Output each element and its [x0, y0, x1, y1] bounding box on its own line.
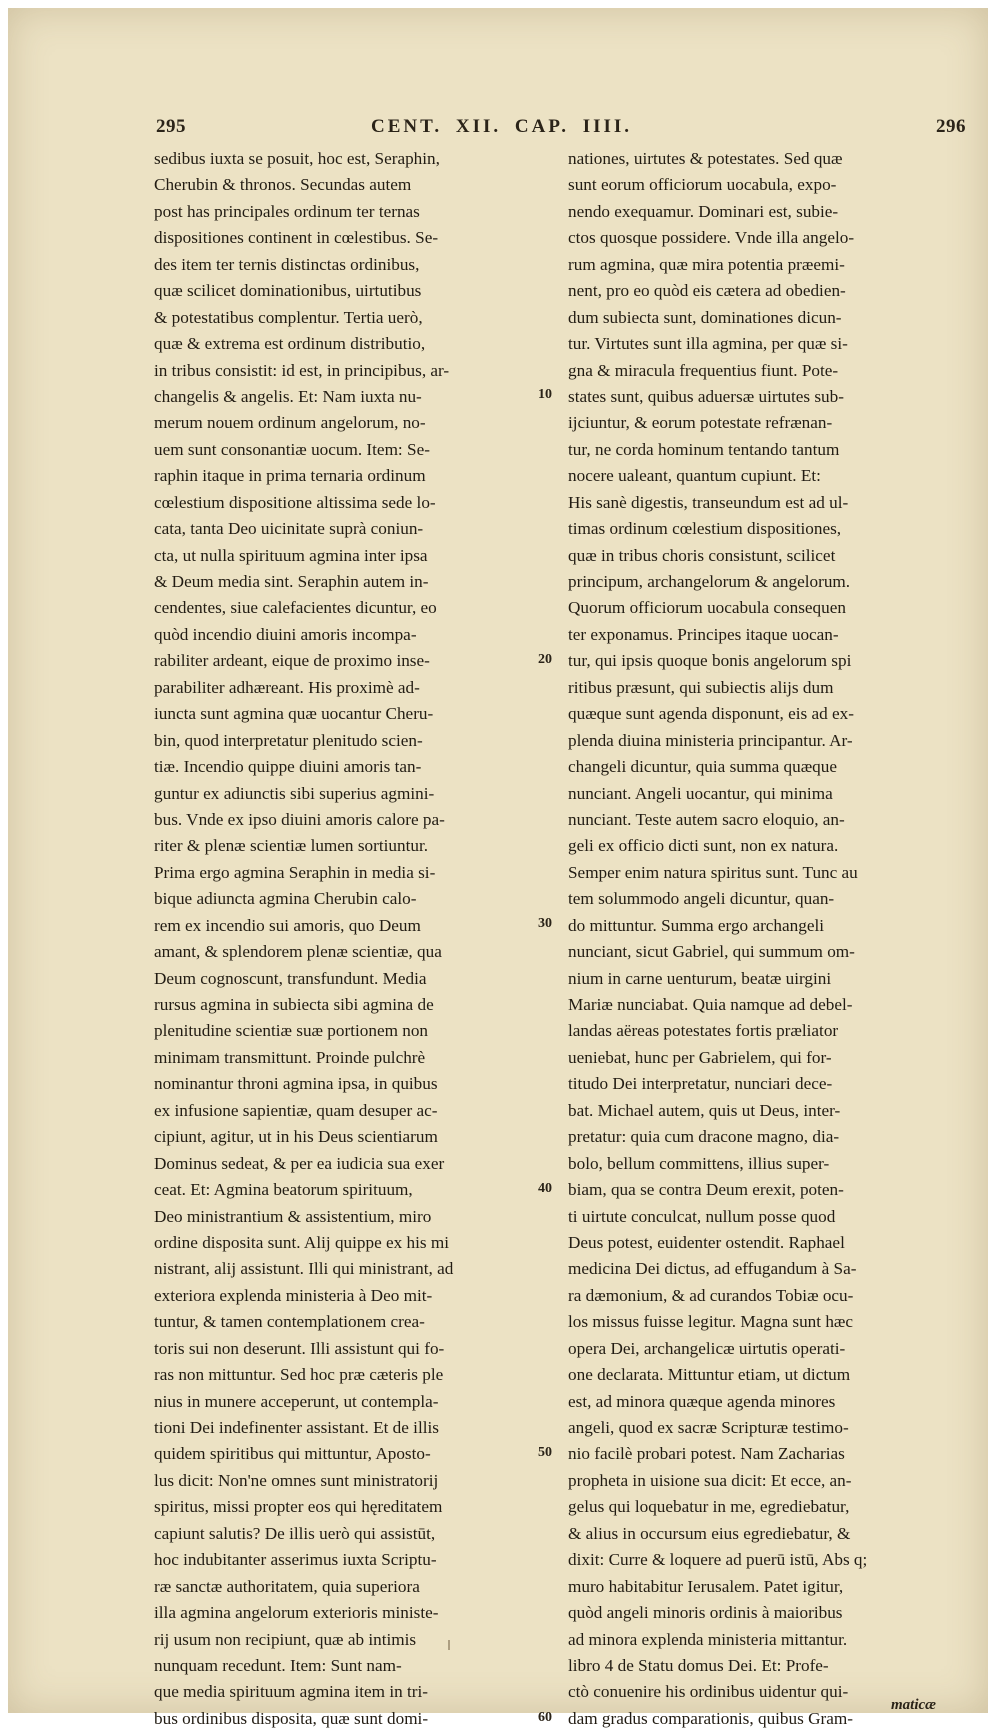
line-number: 60 — [538, 1709, 552, 1725]
text-line: quæque sunt agenda disponunt, eis ad ex- — [568, 704, 854, 724]
text-line: muro habitabitur Ierusalem. Patet igitur, — [568, 1576, 844, 1596]
text-line: Quorum officiorum uocabula consequen — [568, 598, 846, 618]
text-line: capiunt salutis? De illis uerò qui assistūt, — [154, 1523, 436, 1543]
text-line: states sunt, quibus aduersæ uirtutes sub- — [568, 386, 844, 406]
left-text-column — [154, 146, 526, 1732]
text-line: nistrant, alij assistunt. Illi qui ministrant, ad — [154, 1259, 454, 1279]
text-line: & alius in occursum eius egrediebatur, & — [568, 1523, 851, 1543]
text-line: ctò conuenire his ordinibus uidentur qui- — [568, 1682, 849, 1702]
text-line: parabiliter adhæreant. His proximè ad- — [154, 677, 420, 697]
text-line: libro 4 de Statu domus Dei. Et: Profe- — [568, 1655, 829, 1675]
line-number: 10 — [538, 387, 552, 403]
text-line: medicina Dei dictus, ad effugandum à Sa- — [568, 1259, 857, 1279]
text-line: Prima ergo agmina Seraphin in media si- — [154, 862, 436, 882]
text-line: merum nouem ordinum angelorum, no- — [154, 413, 426, 433]
text-line: changeli dicuntur, quia summa quæque — [568, 757, 837, 777]
text-line: Cherubin & thronos. Secundas autem — [154, 175, 412, 195]
text-line: toris sui non deserunt. Illi assistunt qui fo- — [154, 1338, 445, 1358]
text-line: ctos quosque possidere. Vnde illa angelo- — [568, 228, 855, 248]
text-line: bin, quod interpretatur plenitudo scien- — [154, 730, 423, 750]
text-line: bolo, bellum committens, illius super- — [568, 1153, 830, 1173]
text-line: tur. Virtutes sunt illa agmina, per quæ si- — [568, 334, 848, 354]
text-line: gelus qui loquebatur in me, egrediebatur, — [568, 1497, 850, 1517]
text-line: est, ad minora quæque agenda minores — [568, 1391, 836, 1411]
text-line: titudo Dei interpretatur, nunciari dece- — [568, 1074, 833, 1094]
text-line: changelis & angelis. Et: Nam iuxta nu- — [154, 386, 422, 406]
text-line: Deus potest, euidenter ostendit. Raphael — [568, 1232, 845, 1252]
text-line: bus. Vnde ex ipso diuini amoris calore pa- — [154, 809, 445, 829]
text-line: rabiliter ardeant, eique de proximo inse- — [154, 651, 430, 671]
text-line: rij usum non recipiunt, quæ ab intimis — [154, 1629, 417, 1649]
text-line: cendentes, siue calefacientes dicuntur, eo — [154, 598, 437, 618]
text-line: quòd incendio diuini amoris incompa- — [154, 624, 417, 644]
text-line: hoc indubitanter asserimus iuxta Scriptu- — [154, 1550, 437, 1570]
line-number: 50 — [538, 1445, 552, 1461]
line-number: 20 — [538, 651, 552, 667]
text-line: nunciant. Angeli uocantur, qui minima — [568, 783, 833, 803]
text-line: ter exponamus. Principes itaque uocan- — [568, 624, 839, 644]
running-head — [156, 116, 966, 146]
line-number: 30 — [538, 916, 552, 932]
text-line: post has principales ordinum ter ternas — [154, 201, 420, 221]
text-line: tem solummodo angeli dicuntur, quan- — [568, 889, 835, 909]
text-line: iuncta sunt agmina quæ uocantur Cheru- — [154, 704, 434, 724]
text-line: Mariæ nunciabat. Quia namque ad debel- — [568, 995, 853, 1014]
text-line: tiæ. Incendio quippe diuini amoris tan- — [154, 757, 422, 777]
text-line: ras non mittuntur. Sed hoc præ cæteris ple — [154, 1365, 444, 1385]
text-line: landas aëreas potestates fortis præliator — [568, 1021, 839, 1041]
text-line: & Deum media sint. Seraphin autem in- — [154, 572, 429, 591]
text-line: cata, tanta Deo uicinitate suprà coniun- — [154, 519, 424, 539]
text-line: quæ in tribus choris consistunt, scilicet — [568, 545, 836, 565]
text-line: opera Dei, archangelicæ uirtutis operati- — [568, 1338, 846, 1358]
text-line: dispositiones continent in cœlestibus. Se- — [154, 228, 439, 248]
text-line: ueniebat, hunc per Gabrielem, qui for- — [568, 1047, 832, 1067]
text-line: rum agmina, quæ mira potentia præemi- — [568, 254, 845, 274]
text-line: spiritus, missi propter eos qui hęreditatem — [154, 1497, 443, 1517]
text-line: Deo ministrantium & assistentium, miro — [154, 1206, 432, 1226]
text-line: nocere ualeant, quantum cupiunt. Et: — [568, 466, 821, 486]
text-line: principum, archangelorum & angelorum. — [568, 572, 851, 591]
text-line: guntur ex adiunctis sibi superius agmini- — [154, 783, 435, 803]
text-line: sedibus iuxta se posuit, hoc est, Seraphin, — [154, 149, 440, 168]
text-line: dam gradus comparationis, quibus Gram- — [568, 1708, 853, 1728]
text-line: Deum cognoscunt, transfundunt. Media — [154, 968, 427, 988]
text-line: nominantur throni agmina ipsa, in quibus — [154, 1074, 438, 1094]
text-line: ritibus præsunt, qui subiectis alijs dum — [568, 677, 834, 697]
text-line: tur, qui ipsis quoque bonis angelorum spi — [568, 651, 852, 671]
text-line: cœlestium dispositione altissima sede lo- — [154, 492, 436, 512]
text-line: ordine disposita sunt. Alij quippe ex his mi — [154, 1232, 450, 1252]
text-line: los missus fuisse legitur. Magna sunt hæc — [568, 1312, 854, 1332]
text-line: biam, qua se contra Deum erexit, poten- — [568, 1180, 844, 1200]
catchword: maticæ — [891, 1697, 936, 1713]
text-line: bat. Michael autem, quis ut Deus, inter- — [568, 1100, 841, 1120]
text-line: quæ & extrema est ordinum distributio, — [154, 334, 426, 354]
text-line: cta, ut nulla spirituum agmina inter ipsa — [154, 545, 428, 565]
text-line: nius in munere acceperunt, ut contempla- — [154, 1391, 439, 1411]
line-number-margin — [530, 146, 560, 1736]
text-line: tur, ne corda hominum tentando tantum — [568, 439, 840, 459]
text-line: gna & miracula frequentius fiunt. Pote- — [568, 360, 839, 380]
book-page — [8, 8, 988, 1728]
text-line: His sanè digestis, transeundum est ad ul- — [568, 492, 849, 512]
ink-mark — [448, 1640, 450, 1650]
text-line: nunciant, sicut Gabriel, qui summum om- — [568, 942, 855, 962]
text-line: nendo exequamur. Dominari est, subie- — [568, 201, 839, 221]
text-line: pretatur: quia cum dracone magno, dia- — [568, 1127, 840, 1147]
text-line: des item ter ternis distinctas ordinibus, — [154, 254, 420, 274]
folio-right: 296 — [936, 116, 966, 137]
text-line: ad minora explenda ministeria mittantur. — [568, 1629, 848, 1649]
text-line: ræ sanctæ authoritatem, quia superiora — [154, 1576, 420, 1596]
text-line: nationes, uirtutes & potestates. Sed quæ — [568, 149, 843, 168]
text-line: tuntur, & tamen contemplationem crea- — [154, 1312, 425, 1332]
text-line: raphin itaque in prima ternaria ordinum — [154, 466, 426, 486]
text-line: nent, pro eo quòd eis cætera ad obedien- — [568, 281, 846, 301]
text-line: propheta in uisione sua dicit: Et ecce, an- — [568, 1470, 852, 1490]
text-line: exteriora explenda ministeria à Deo mit- — [154, 1285, 433, 1305]
text-line: quidem spiritibus qui mittuntur, Aposto- — [154, 1444, 431, 1464]
text-line: one declarata. Mittuntur etiam, ut dictum — [568, 1365, 851, 1385]
text-line: rursus agmina in subiecta sibi agmina de — [154, 995, 434, 1014]
text-line: illa agmina angelorum exterioris ministe- — [154, 1603, 439, 1623]
text-line: dixit: Curre & loquere ad puerū istū, Abs q; — [568, 1550, 868, 1570]
text-line: do mittuntur. Summa ergo archangeli — [568, 915, 825, 935]
text-line: geli ex officio dicti sunt, non ex natura. — [568, 836, 839, 856]
text-line: bique adiuncta agmina Cherubin calo- — [154, 889, 417, 909]
text-line: amant, & splendorem plenæ scientiæ, qua — [154, 942, 442, 962]
text-line: ijciuntur, & eorum potestate refrænan- — [568, 413, 833, 433]
text-line: tioni Dei indefinenter assistant. Et de illis — [154, 1418, 439, 1437]
folio-left: 295 — [156, 116, 186, 137]
text-line: uem sunt consonantiæ uocum. Item: Se- — [154, 439, 430, 459]
text-line: lus dicit: Non'ne omnes sunt ministratorij — [154, 1470, 439, 1490]
text-line: plenda diuina ministeria principantur. Ar- — [568, 730, 853, 750]
text-line: nio facilè probari potest. Nam Zacharias — [568, 1444, 845, 1464]
text-line: nium in carne uenturum, beatæ uirgini — [568, 968, 832, 988]
text-line: nunciant. Teste autem sacro eloquio, an- — [568, 809, 845, 829]
text-line: rem ex incendio sui amoris, quo Deum — [154, 915, 421, 935]
text-line: cipiunt, agitur, ut in his Deus scientiarum — [154, 1127, 438, 1147]
text-line: riter & plenæ scientiæ lumen sortiuntur. — [154, 836, 429, 856]
text-line: que media spirituum agmina item in tri- — [154, 1682, 428, 1702]
text-line: quæ scilicet dominationibus, uirtutibus — [154, 281, 422, 301]
text-line: ex infusione sapientiæ, quam desuper ac- — [154, 1100, 438, 1120]
text-line: plenitudine scientiæ suæ portionem non — [154, 1021, 429, 1041]
text-line: quòd angeli minoris ordinis à maioribus — [568, 1603, 843, 1623]
right-text-column — [568, 146, 940, 1732]
text-line: Semper enim natura spiritus sunt. Tunc au — [568, 862, 858, 882]
text-line: sunt eorum officiorum uocabula, expo- — [568, 175, 837, 195]
line-number: 40 — [538, 1180, 552, 1196]
text-line: timas ordinum cœlestium dispositiones, — [568, 519, 842, 539]
text-line: nunquam recedunt. Item: Sunt nam- — [154, 1655, 402, 1675]
text-line: dum subiecta sunt, dominationes dicun- — [568, 307, 842, 327]
text-line: & potestatibus complentur. Tertia uerò, — [154, 307, 423, 327]
text-line: bus ordinibus disposita, quæ sunt domi- — [154, 1708, 429, 1728]
text-line: minimam transmittunt. Proinde pulchrè — [154, 1047, 426, 1067]
text-line: in tribus consistit: id est, in principibus, ar- — [154, 360, 450, 380]
text-line: Dominus sedeat, & per ea iudicia sua exer — [154, 1153, 445, 1173]
text-line: ceat. Et: Agmina beatorum spirituum, — [154, 1180, 413, 1200]
text-line: angeli, quod ex sacræ Scripturæ testimo- — [568, 1418, 849, 1437]
text-line: ti uirtute conculcat, nullum posse quod — [568, 1206, 836, 1226]
header-title: CENT. XII. CAP. IIII. — [371, 116, 633, 137]
text-line: ra dæmonium, & ad curandos Tobiæ ocu- — [568, 1285, 854, 1305]
